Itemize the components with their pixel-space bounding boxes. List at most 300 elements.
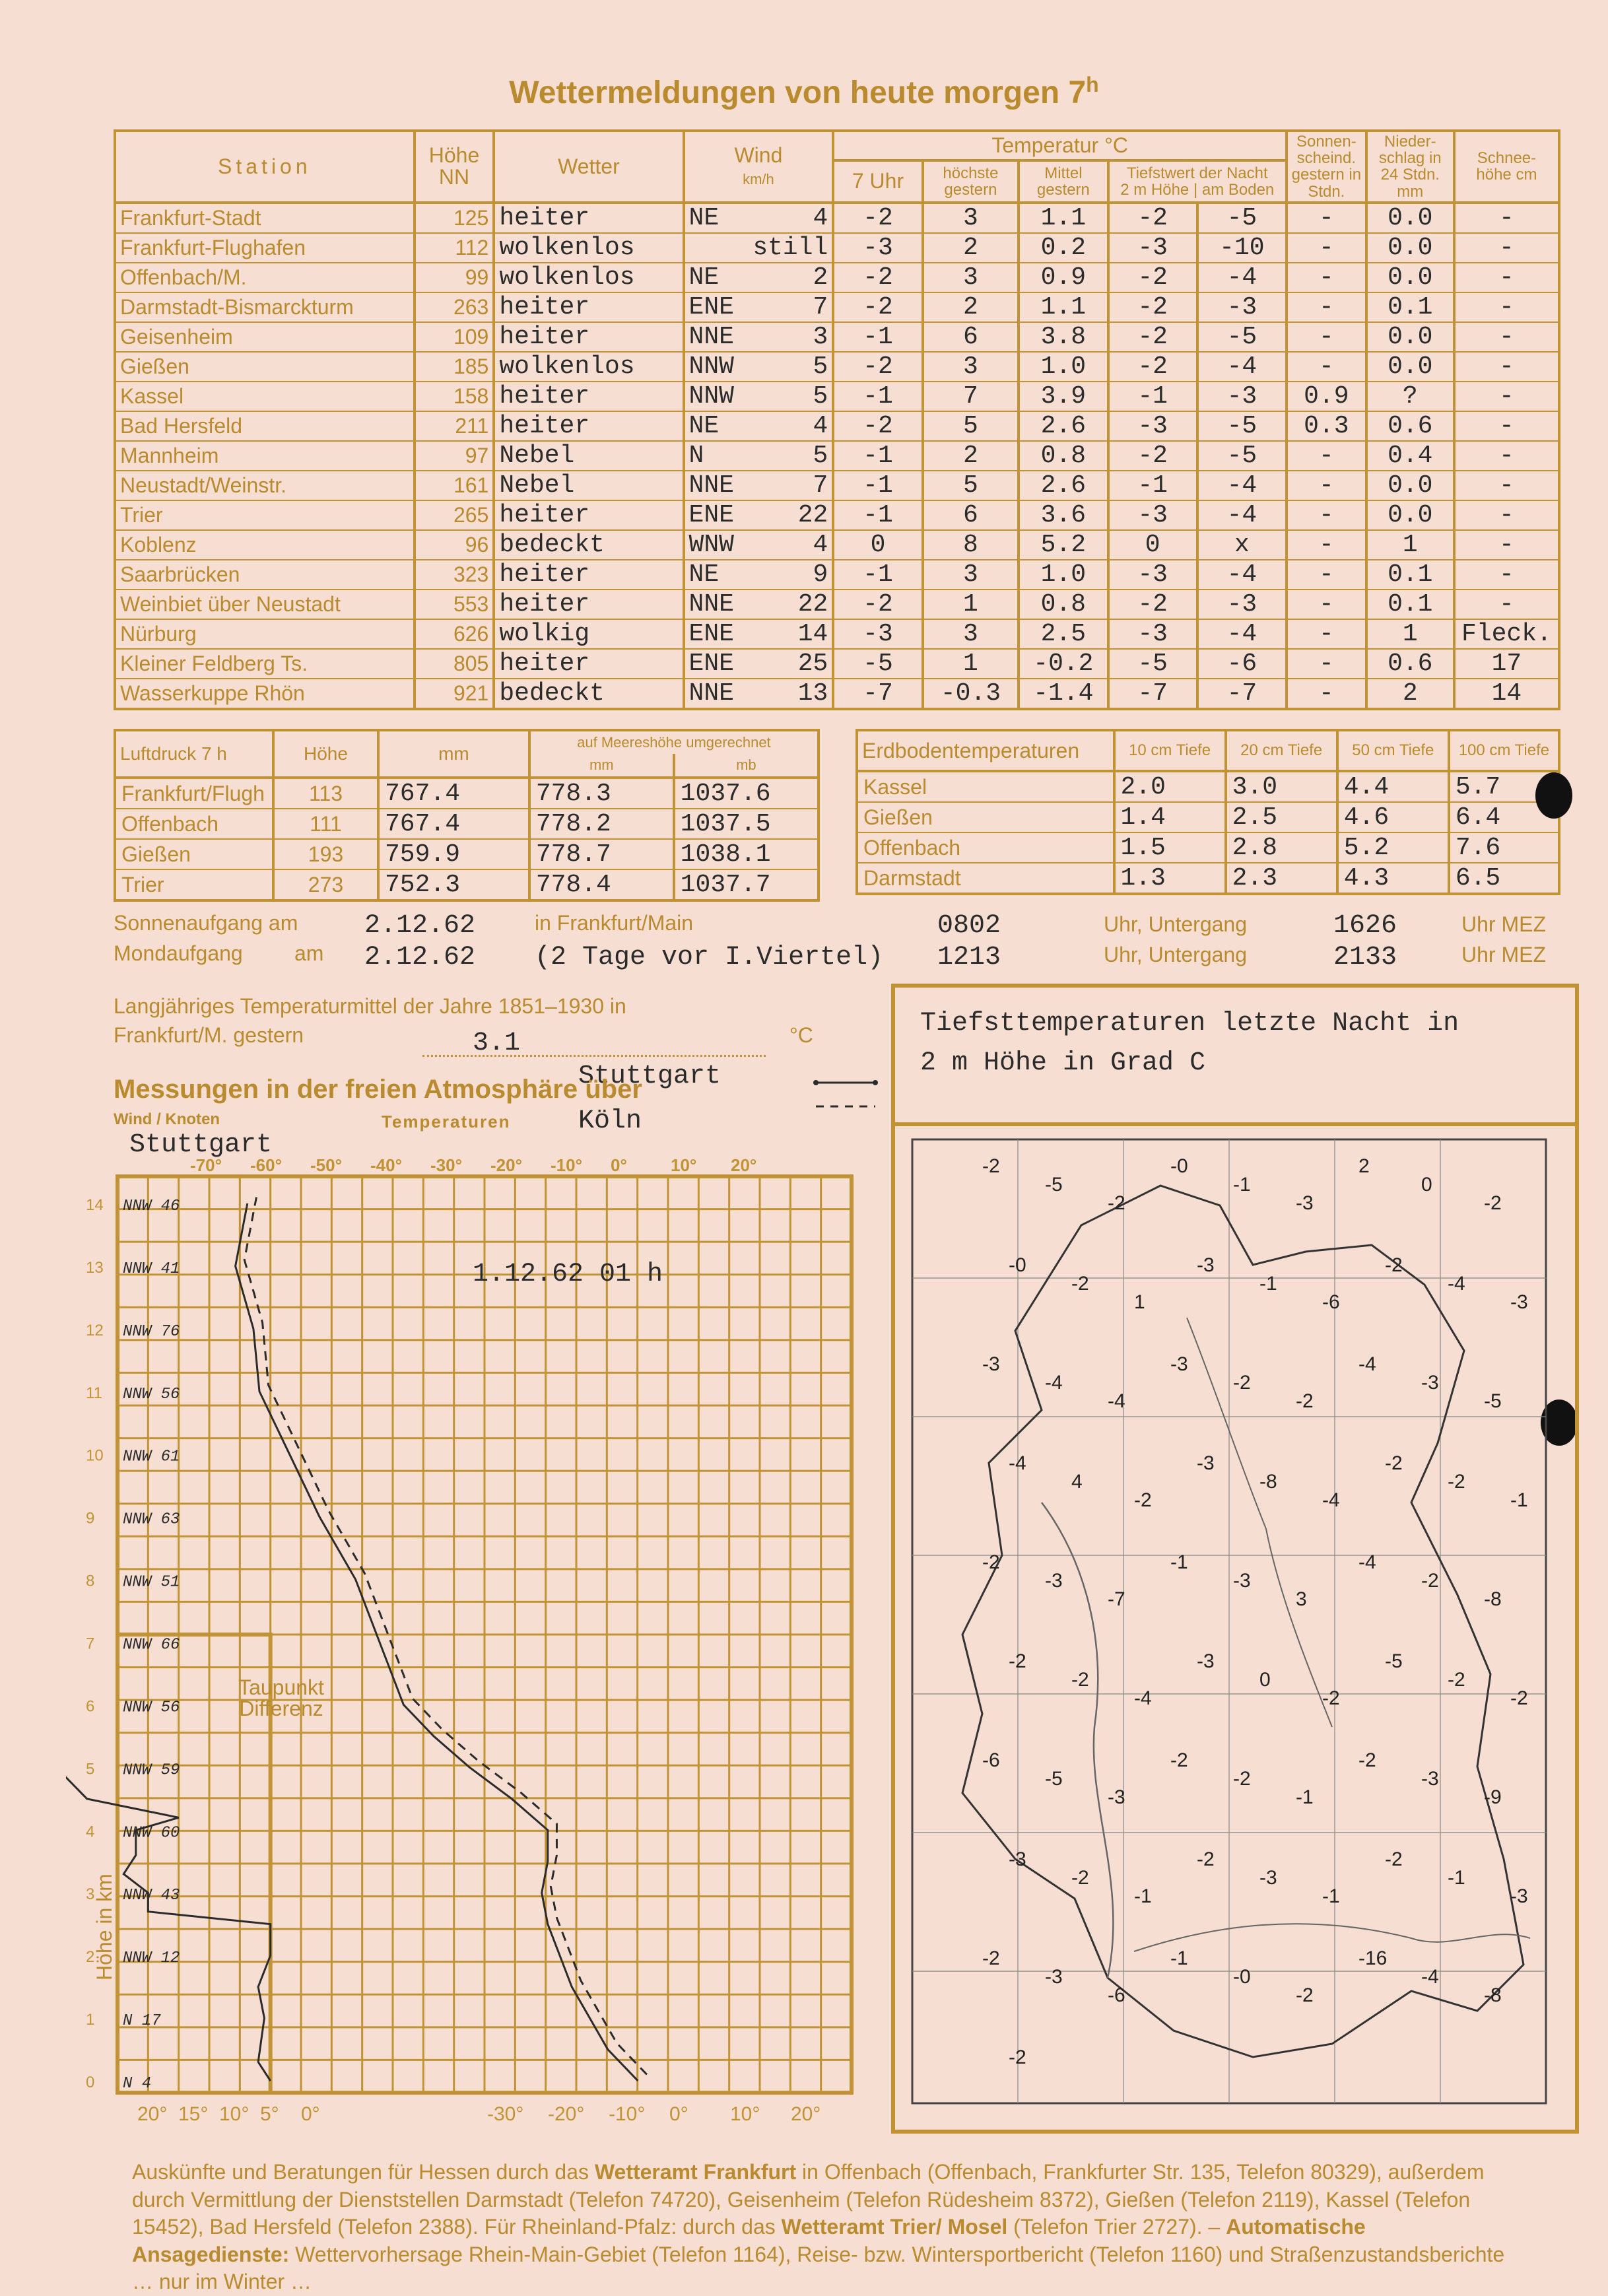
max-cell: 1 [923,649,1019,679]
col-wetter: Wetter [494,131,683,203]
temp-tick: 10° [730,2103,760,2125]
weather-table [114,129,1560,710]
wetter-cell: heiter [494,292,683,322]
wind-direction: NE [688,411,720,440]
wind-speed: 22 [797,500,828,529]
mittel-cell: 1.0 [1019,560,1108,590]
mmm-cell: 778.3 [529,778,674,809]
col-luftdruck: Luftdruck 7 h [115,730,273,778]
nieder-cell: 2 [1366,679,1454,709]
wetter-cell: wolkenlos [494,233,683,263]
wind-label: NNW 61 [123,1448,180,1466]
t2m-cell: -3 [1108,233,1197,263]
sonne-cell: - [1287,530,1366,560]
dew-tick: 10° [219,2103,250,2125]
min-temp-value: -4 [1358,1551,1376,1573]
min-temp-value: -5 [1045,1768,1063,1790]
c100-cell: 7.6 [1449,832,1559,863]
wetter-cell: heiter [494,590,683,619]
station-cell: Kleiner Feldberg Ts. [115,649,415,679]
col-20cm: 20 cm Tiefe [1226,730,1337,771]
wind-direction: NE [688,263,720,292]
min-temp-value: -2 [1071,1273,1089,1295]
wind-cell [684,619,834,649]
schnee-cell: - [1454,322,1559,352]
hoehe-cell: 97 [415,441,494,471]
max-cell: 2 [923,292,1019,322]
min-temp-value: -3 [1296,1192,1314,1214]
min-temp-value: -2 [982,1155,1000,1177]
t2m-cell: -2 [1108,263,1197,292]
wind-cell [684,233,834,263]
min-temp-value: -3 [1259,1867,1277,1889]
min-temp-value: -2 [1197,1848,1215,1870]
nieder-cell: 0.0 [1366,352,1454,382]
min-temp-value: -4 [1134,1687,1152,1709]
t2m-cell: -3 [1108,500,1197,530]
temp-tick: -30° [430,1155,462,1175]
station-cell: Gießen [115,352,415,382]
min-temp-value: -2 [1296,1390,1314,1412]
sonne-cell: 0.9 [1287,382,1366,411]
hoehe-cell: 323 [415,560,494,590]
wind-speed: 13 [797,679,828,708]
col-meer-mb: mb [674,754,819,778]
min-temp-value: -4 [1322,1489,1340,1511]
station-cell: Gießen [115,839,273,869]
schnee-cell: - [1454,263,1559,292]
min-temp-value: -2 [1071,1669,1089,1691]
nieder-cell: 0.0 [1366,500,1454,530]
location-label: in Frankfurt/Main [535,911,694,935]
min-temp-value: -2 [1385,1848,1403,1870]
wind-direction: NNE [688,322,734,351]
col-10cm: 10 cm Tiefe [1114,730,1226,771]
wind-direction: NNE [688,679,734,708]
min-temp-value: -3 [1009,1848,1026,1870]
boden-cell: -5 [1197,203,1287,233]
mittel-cell: 0.8 [1019,441,1108,471]
table-row [115,382,1559,411]
table-row [115,263,1559,292]
min-temp-value: -6 [1322,1291,1340,1313]
max-cell: 3 [923,619,1019,649]
wind-speed: 9 [813,560,828,589]
min-temp-value: -2 [1170,1749,1188,1771]
wind-speed: 7 [813,471,828,500]
station-cell: Trier [115,869,273,900]
min-temp-value: -3 [1233,1570,1251,1592]
table-row [115,411,1559,441]
mmm-cell: 778.4 [529,869,674,900]
legend-lines [813,1069,879,1116]
max-cell: 3 [923,352,1019,382]
nieder-cell: 0.0 [1366,263,1454,292]
table-row [857,863,1559,894]
schnee-cell: - [1454,233,1559,263]
station-cell: Frankfurt-Stadt [115,203,415,233]
height-tick: 6 [86,1697,95,1716]
wind-cell [684,560,834,590]
station-cell: Frankfurt-Flughafen [115,233,415,263]
wind-label: NNW 56 [123,1699,180,1717]
table-row [115,778,819,809]
station-cell: Darmstadt [857,863,1114,894]
sonne-cell: - [1287,441,1366,471]
aerology-date: 1.12.62 01 h [473,1260,663,1289]
min-temp-value: -3 [1197,1650,1215,1672]
schnee-cell: - [1454,500,1559,530]
min-temp-value: -4 [1448,1273,1465,1295]
table-row [857,802,1559,832]
wind-speed: still [753,233,828,262]
mittel-cell: 0.8 [1019,590,1108,619]
min-temp-value: -4 [1358,1353,1376,1375]
nieder-cell: 0.0 [1366,471,1454,500]
temp-label: Temperaturen [382,1112,511,1131]
wind-direction: WNW [688,530,734,559]
c20-cell: 3.0 [1226,771,1337,802]
c100-cell: 6.4 [1449,802,1559,832]
table-row [115,292,1559,322]
wind-speed: 25 [797,649,828,678]
schnee-cell: Fleck. [1454,619,1559,649]
mean-value: 3.1 [473,1029,521,1058]
t2m-cell: -3 [1108,619,1197,649]
max-cell: 6 [923,500,1019,530]
temp-tick: -70° [190,1155,222,1175]
min-temp-value: -1 [1170,1551,1188,1573]
moonrise-time: 1213 [937,943,1001,972]
boden-cell: -3 [1197,292,1287,322]
min-temp-value: -2 [1009,2046,1026,2068]
min-temp-value: -4 [1108,1390,1125,1412]
wetter-cell: heiter [494,560,683,590]
min-temp-value: -2 [1233,1372,1251,1394]
boden-cell: -5 [1197,411,1287,441]
t7-cell: -2 [833,263,922,292]
temp-profile-stuttgart [236,1203,638,2081]
min-temp-value: -3 [1510,1885,1528,1907]
schnee-cell: 17 [1454,649,1559,679]
wind-cell [684,322,834,352]
max-cell: 2 [923,233,1019,263]
table-row [115,869,819,900]
min-temp-value: -0 [1009,1254,1026,1276]
mittel-cell: -1.4 [1019,679,1108,709]
t2m-cell: -3 [1108,560,1197,590]
t2m-cell: -1 [1108,382,1197,411]
col-mm: mm [378,730,529,778]
min-temp-value: -2 [982,1551,1000,1573]
wind-direction: ENE [688,649,734,678]
temp-tick: 20° [791,2103,821,2125]
height-tick: 0 [86,2074,95,2091]
t7-cell: -1 [833,322,922,352]
sonne-cell: - [1287,649,1366,679]
nieder-cell: ? [1366,382,1454,411]
temp-tick: -10° [609,2103,646,2125]
min-temp-value: -3 [1045,1966,1063,1988]
dew-tick: 20° [137,2103,168,2125]
min-temp-value: -4 [1421,1966,1439,1988]
t7-cell: -5 [833,649,922,679]
min-temp-value: -5 [1045,1174,1063,1196]
wetter-cell: bedeckt [494,679,683,709]
wind-cell [684,471,834,500]
wind-label: N 17 [123,2012,161,2031]
min-temp-value: 1 [1134,1291,1145,1313]
hoehe-cell: 553 [415,590,494,619]
aerology-diagram [66,1149,871,2126]
wind-speed: 2 [813,263,828,292]
wind-speed: 4 [813,530,828,559]
col-schnee: Schnee- höhe cm [1454,131,1559,203]
mean-label-1: Langjähriges Temperaturmittel der Jahre 1851–1930 in [114,994,626,1018]
min-temp-value: -5 [1484,1390,1502,1412]
hoehe-cell: 112 [415,233,494,263]
sunrise-date: 2.12.62 [364,911,476,941]
divider [422,1055,766,1057]
col-meer: auf Meereshöhe umgerechnet [529,730,819,754]
wind-cell [684,203,834,233]
wind-speed: 5 [813,441,828,470]
station-cell: Nürburg [115,619,415,649]
boden-cell: -3 [1197,382,1287,411]
footer-text: Auskünfte und Beratungen für Hessen durch das Wetteramt Frankfurt in Offenbach (Offenbach, Frankfurter Str. 135, Telefon 80329), außerdem durch Vermittlung der Dienststellen Darmstadt (Telefon 74720), Geisenheim (Telefon Rüdesheim 8372), Gießen (Telefon 2119), Kassel (Telefon 15452), Bad Hersfeld (Telefon 2388). Für Rheinland-Pfalz: durch das Wetteramt Trier/ Mosel (Telefon Trier 2727). – Automatische Ansagedienste: Wettervorhersage Rhein-Main-Gebiet (Telefon 1164), Reise- bzw. Wintersportbericht (Telefon 1160) und Straßenzustandsberichte … nur im Winter … [132,2160,1505,2294]
sonne-cell: - [1287,500,1366,530]
min-temp-value: -2 [1322,1687,1340,1709]
schnee-cell: 14 [1454,679,1559,709]
t7-cell: -7 [833,679,922,709]
c100-cell: 6.5 [1449,863,1559,894]
station-cell: Offenbach [115,809,273,839]
c10-cell: 2.0 [1114,771,1226,802]
min-temp-value: -2 [1448,1669,1465,1691]
temp-tick: -10° [551,1155,582,1175]
t2m-cell: -1 [1108,471,1197,500]
temp-tick: 10° [671,1155,697,1175]
t2m-cell: -3 [1108,411,1197,441]
aerology-title: Messungen in der freien Atmosphäre über [114,1075,642,1104]
col-hoehe: Höhe [273,730,378,778]
temp-tick: -50° [310,1155,342,1175]
wind-label: NNW 63 [123,1510,180,1529]
boden-cell: -4 [1197,263,1287,292]
hoehe-cell: 626 [415,619,494,649]
wind-direction: NNE [688,590,734,619]
min-temp-value: -2 [1009,1650,1026,1672]
col-100cm: 100 cm Tiefe [1449,730,1559,771]
mm-cell: 767.4 [378,809,529,839]
table-row [115,203,1559,233]
min-temp-value: -5 [1385,1650,1403,1672]
station-cell: Gießen [857,802,1114,832]
wind-label: NNW 43 [123,1887,180,1905]
min-temp-value: -8 [1484,1984,1502,2006]
boden-cell: -3 [1197,590,1287,619]
wetter-cell: heiter [494,500,683,530]
height-tick: 1 [86,2011,95,2029]
wetter-cell: heiter [494,649,683,679]
min-temp-value: -9 [1484,1786,1502,1808]
sonne-cell: - [1287,352,1366,382]
schnee-cell: - [1454,590,1559,619]
hoehe-cell: 111 [273,809,378,839]
height-tick: 2 [86,1948,95,1967]
schnee-cell: - [1454,292,1559,322]
wind-direction: NNW [688,382,734,411]
wind-direction: NNE [688,471,734,500]
table-row [115,560,1559,590]
map-title-2: 2 m Höhe in Grad C [920,1048,1206,1078]
boden-cell: -4 [1197,471,1287,500]
wetter-cell: wolkig [494,619,683,649]
min-temp-value: -16 [1358,1947,1388,1969]
table-row [115,619,1559,649]
mm-cell: 767.4 [378,778,529,809]
nieder-cell: 0.1 [1366,590,1454,619]
min-temp-value: -3 [1510,1291,1528,1313]
wetter-cell: wolkenlos [494,352,683,382]
legend-koeln: Köln [578,1106,642,1136]
wind-label: NNW 56 [123,1385,180,1403]
moonset-time: 2133 [1333,943,1397,972]
min-temp-value: -8 [1259,1471,1277,1493]
station-cell: Saarbrücken [115,560,415,590]
t7-cell: 0 [833,530,922,560]
schnee-cell: - [1454,530,1559,560]
wind-direction: NE [688,560,720,589]
t2m-cell: -5 [1108,649,1197,679]
wetter-cell: heiter [494,411,683,441]
nieder-cell: 0.0 [1366,203,1454,233]
t2m-cell: -2 [1108,590,1197,619]
mb-cell: 1038.1 [674,839,819,869]
wind-label: NNW 46 [123,1197,180,1215]
height-tick: 4 [86,1823,95,1841]
hoehe-cell: 99 [415,263,494,292]
min-temp-value: -4 [1045,1372,1063,1394]
wind-speed: 22 [797,590,828,619]
boden-cell: x [1197,530,1287,560]
min-temp-value: -2 [1108,1192,1125,1214]
wind-label: Wind / Knoten [114,1110,220,1128]
wind-label: NNW 51 [123,1573,180,1592]
station-cell: Wasserkuppe Rhön [115,679,415,709]
t7-cell: -2 [833,590,922,619]
hoehe-cell: 211 [415,411,494,441]
dew-tick: 0° [301,2103,320,2125]
mmm-cell: 778.7 [529,839,674,869]
wind-label: NNW 76 [123,1322,180,1341]
c20-cell: 2.3 [1226,863,1337,894]
boden-cell: -10 [1197,233,1287,263]
col-mittel: Mittel gestern [1019,160,1108,203]
table-row [115,590,1559,619]
schnee-cell: - [1454,471,1559,500]
boden-cell: -4 [1197,619,1287,649]
sonne-cell: - [1287,590,1366,619]
min-temp-value: -2 [1233,1768,1251,1790]
t7-cell: -1 [833,382,922,411]
station-cell: Weinbiet über Neustadt [115,590,415,619]
min-temp-value: -0 [1170,1155,1188,1177]
hoehe-cell: 273 [273,869,378,900]
page-title: Wettermeldungen von heute morgen 7$^h$ [509,73,1099,110]
hoehe-cell: 125 [415,203,494,233]
table-row [115,649,1559,679]
t7-cell: -3 [833,619,922,649]
mm-cell: 759.9 [378,839,529,869]
wind-cell [684,441,834,471]
boden-cell: -5 [1197,441,1287,471]
mittel-cell: 3.9 [1019,382,1108,411]
mittel-cell: -0.2 [1019,649,1108,679]
mb-cell: 1037.5 [674,809,819,839]
wind-speed: 5 [813,352,828,381]
wetter-cell: heiter [494,203,683,233]
min-temp-value: 0 [1259,1669,1271,1691]
mittel-cell: 1.1 [1019,203,1108,233]
t7-cell: -2 [833,352,922,382]
wind-direction: ENE [688,292,734,321]
sunrise-label: Sonnenaufgang am [114,911,298,935]
min-temp-value: -1 [1233,1174,1251,1196]
wind-speed: 5 [813,382,828,411]
min-temp-value: -6 [1108,1984,1125,2006]
hoehe-cell: 265 [415,500,494,530]
hoehe-cell: 805 [415,649,494,679]
temp-tick: 0° [669,2103,688,2125]
max-cell: 3 [923,263,1019,292]
moonrise-label: Mondaufgang [114,941,243,965]
station-cell: Frankfurt/Flugh [115,778,273,809]
col-erdboden: Erdbodentemperaturen [857,730,1114,771]
t7-cell: -1 [833,441,922,471]
hoehe-cell: 158 [415,382,494,411]
nieder-cell: 0.1 [1366,292,1454,322]
mmm-cell: 778.2 [529,809,674,839]
min-temp-value: -2 [1484,1192,1502,1214]
c10-cell: 1.4 [1114,802,1226,832]
hoehe-cell: 96 [415,530,494,560]
t2m-cell: -2 [1108,322,1197,352]
min-temp-value: -3 [1197,1452,1215,1474]
min-temp-value: -6 [982,1749,1000,1771]
aerology-station: Stuttgart [129,1130,273,1160]
mez-label: Uhr MEZ [1461,912,1546,936]
temp-profile-koeln [244,1197,647,2074]
wind-cell [684,382,834,411]
hoehe-cell: 193 [273,839,378,869]
temp-tick: 20° [731,1155,757,1175]
min-temp-value: -3 [1197,1254,1215,1276]
min-temp-value: -2 [1448,1471,1465,1493]
col-tiefst: Tiefstwert der Nacht 2 m Höhe | am Boden [1108,160,1287,203]
nieder-cell: 0.6 [1366,649,1454,679]
min-temp-value: -2 [1510,1687,1528,1709]
boden-cell: -4 [1197,500,1287,530]
station-cell: Trier [115,500,415,530]
c50-cell: 5.2 [1337,832,1449,863]
wind-label: NNW 60 [123,1824,180,1842]
wetter-cell: Nebel [494,441,683,471]
min-temp-value: -2 [1385,1452,1403,1474]
legend-stuttgart: Stuttgart [578,1062,721,1091]
col-sonne: Sonnen- scheind. gestern in Stdn. [1287,131,1366,203]
c100-cell: 5.7 [1449,771,1559,802]
